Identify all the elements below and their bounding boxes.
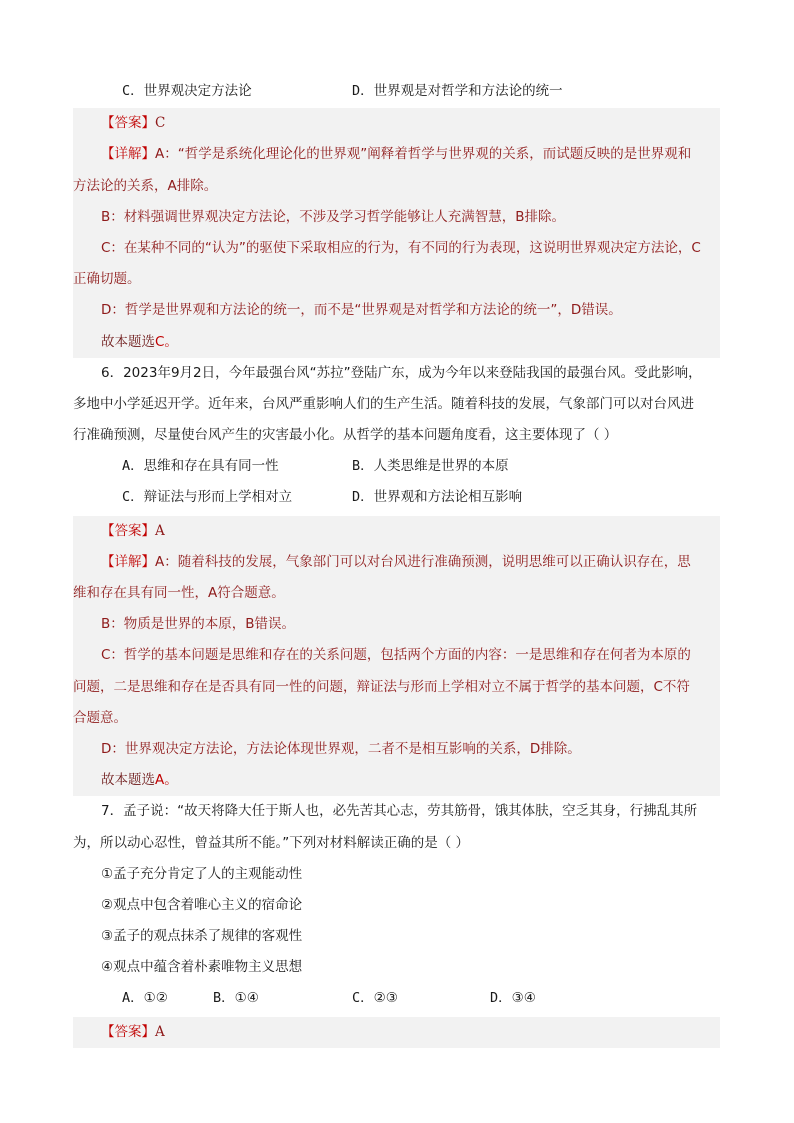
option-letter: A． bbox=[122, 990, 144, 1007]
option-text: ①④ bbox=[234, 990, 259, 1007]
conclusion-value: A。 bbox=[155, 772, 178, 789]
q5-answer-line bbox=[73, 108, 720, 139]
detail-text: A：随着科技的发展，气象部门可以对台风进行准确预测，说明思维可以正确认识存在，思 bbox=[155, 553, 691, 570]
option-letter: A． bbox=[122, 458, 144, 475]
statement-text: ①孟子充分肯定了人的主观能动性 bbox=[101, 865, 303, 882]
q6-detail-line-a1 bbox=[73, 547, 720, 578]
option-text: ①② bbox=[143, 990, 168, 1007]
option-letter: C． bbox=[352, 990, 374, 1007]
q5-detail-line-b bbox=[73, 202, 720, 233]
statement-text: ③孟子的观点抹杀了规律的客观性 bbox=[101, 928, 303, 945]
q5-conclusion bbox=[73, 327, 720, 358]
q7-answer-block bbox=[73, 1017, 720, 1048]
q5-detail-line-2 bbox=[73, 171, 720, 202]
q5-detail-line-c1 bbox=[73, 233, 720, 264]
q7-statement-2 bbox=[73, 890, 720, 921]
answer-label: 【答案】 bbox=[101, 1023, 155, 1040]
detail-text: D：世界观决定方法论，方法论体现世界观，二者不是相互影响的关系，D排除。 bbox=[101, 740, 581, 757]
option-letter: D． bbox=[352, 83, 374, 99]
q7-stem-line-1 bbox=[73, 796, 720, 827]
option-text: 世界观是对哲学和方法论的统一 bbox=[373, 83, 563, 99]
answer-label: 【答案】 bbox=[101, 522, 155, 539]
answer-label: 【答案】 bbox=[101, 115, 155, 132]
detail-text: 维和存在具有同一性，A符合题意。 bbox=[73, 585, 285, 601]
q6-option-c bbox=[122, 482, 292, 513]
stem-text: 行准确预测，尽量使台风产生的灾害最小化。从哲学的基本问题角度看，这主要体现了（ ） bbox=[73, 427, 618, 444]
q6-option-a bbox=[122, 451, 279, 482]
detail-text: B：物质是世界的本原，B错误。 bbox=[101, 616, 296, 633]
detail-text: 合题意。 bbox=[73, 709, 127, 726]
q7-option-a bbox=[122, 983, 168, 1014]
option-text: ②③ bbox=[373, 990, 398, 1007]
q5-detail-line-d bbox=[73, 295, 720, 326]
option-letter: C． bbox=[122, 489, 144, 506]
q6-options-row-1 bbox=[73, 451, 720, 482]
option-letter: B． bbox=[352, 458, 374, 475]
q6-option-b bbox=[352, 451, 509, 482]
q7-statement-1 bbox=[73, 859, 720, 890]
detail-text: C：哲学的基本问题是思维和存在的关系问题，包括两个方面的内容：一是思维和存在何者为本原的 bbox=[101, 647, 691, 664]
stem-text: 7．孟子说：“故天将降大任于斯人也，必先苦其心志，劳其筋骨，饿其体肤，空乏其身，行拂乱其所 bbox=[101, 803, 698, 820]
option-text: 人类思维是世界的本原 bbox=[373, 458, 509, 475]
detail-text: 正确切题。 bbox=[73, 271, 141, 288]
q6-question bbox=[73, 358, 720, 514]
detail-text: A：“哲学是系统化理论化的世界观”阐释着哲学与世界观的关系，而试题反映的是世界观和 bbox=[155, 146, 692, 163]
option-text: 思维和存在具有同一性 bbox=[143, 458, 279, 475]
q6-stem-line-1 bbox=[73, 358, 720, 389]
q7-option-c bbox=[352, 983, 398, 1014]
q6-conclusion bbox=[73, 765, 720, 796]
option-text: ③④ bbox=[511, 990, 536, 1007]
answer-value: C bbox=[155, 115, 166, 132]
q7-stem-line-2 bbox=[73, 828, 720, 859]
q7-option-d bbox=[490, 983, 536, 1014]
q6-stem-line-3 bbox=[73, 420, 720, 451]
detail-text: 问题，二是思维和存在是否具有同一性的问题，辩证法与形而上学相对立不属于哲学的基本问题，C不符 bbox=[73, 678, 690, 695]
option-letter: B． bbox=[213, 990, 235, 1007]
option-text: 世界观和方法论相互影响 bbox=[373, 489, 523, 506]
stem-text: 为，所以动心忍性，曾益其所不能。”下列对材料解读正确的是（ ） bbox=[73, 834, 470, 851]
option-text: 辩证法与形而上学相对立 bbox=[143, 489, 293, 506]
statement-text: ②观点中包含着唯心主义的宿命论 bbox=[101, 896, 303, 913]
q5-options-row bbox=[73, 76, 720, 107]
q6-answer-block bbox=[73, 516, 720, 797]
q5-detail-line-1 bbox=[73, 139, 720, 170]
option-text: 世界观决定方法论 bbox=[143, 83, 252, 99]
q7-answer-line bbox=[73, 1017, 720, 1048]
q5-detail-line-c2 bbox=[73, 264, 720, 295]
q6-detail-line-c1 bbox=[73, 640, 720, 671]
exam-page bbox=[73, 76, 720, 1048]
q6-detail-line-a2 bbox=[73, 578, 720, 609]
option-letter: D． bbox=[352, 489, 374, 506]
detail-text: 方法论的关系，A排除。 bbox=[73, 177, 218, 194]
detail-text: C：在某种不同的“认为”的驱使下采取相应的行为，有不同的行为表现，这说明世界观决定方法论，C bbox=[101, 239, 701, 256]
q5-option-d bbox=[352, 76, 563, 107]
detail-text: B：材料强调世界观决定方法论，不涉及学习哲学能够让人充满智慧，B排除。 bbox=[101, 208, 566, 225]
option-letter: C． bbox=[122, 83, 144, 99]
q6-detail-line-b bbox=[73, 609, 720, 640]
q6-option-d bbox=[352, 482, 522, 513]
q6-options-row-2 bbox=[73, 482, 720, 513]
detail-label: 【详解】 bbox=[101, 146, 155, 163]
conclusion-prefix: 故本题选 bbox=[101, 772, 155, 789]
q6-detail-line-c2 bbox=[73, 672, 720, 703]
q7-question bbox=[73, 796, 720, 1014]
q6-detail-line-d bbox=[73, 734, 720, 765]
answer-value: A bbox=[155, 1023, 165, 1040]
conclusion-prefix: 故本题选 bbox=[101, 333, 155, 350]
stem-text: 多地中小学延迟开学。近年来，台风严重影响人们的生产生活。随着科技的发展，气象部门可以对台风进 bbox=[73, 395, 694, 412]
q7-statement-4 bbox=[73, 952, 720, 983]
q6-answer-line bbox=[73, 516, 720, 547]
option-letter: D． bbox=[490, 990, 512, 1007]
q5-option-c bbox=[122, 76, 252, 107]
q7-options-row bbox=[73, 983, 720, 1014]
answer-value: A bbox=[155, 522, 165, 539]
q7-statement-3 bbox=[73, 921, 720, 952]
stem-text: 6．2023年9月2日，今年最强台风“苏拉”登陆广东，成为今年以来登陆我国的最强台风。受此影响， bbox=[101, 364, 702, 381]
detail-label: 【详解】 bbox=[101, 553, 155, 570]
conclusion-value: C。 bbox=[155, 333, 178, 350]
q6-detail-line-c3 bbox=[73, 703, 720, 734]
detail-text: D：哲学是世界观和方法论的统一，而不是“世界观是对哲学和方法论的统一”，D错误。 bbox=[101, 302, 622, 319]
q5-answer-block bbox=[73, 108, 720, 358]
q7-option-b bbox=[213, 983, 259, 1014]
statement-text: ④观点中蕴含着朴素唯物主义思想 bbox=[101, 959, 303, 976]
q6-stem-line-2 bbox=[73, 389, 720, 420]
